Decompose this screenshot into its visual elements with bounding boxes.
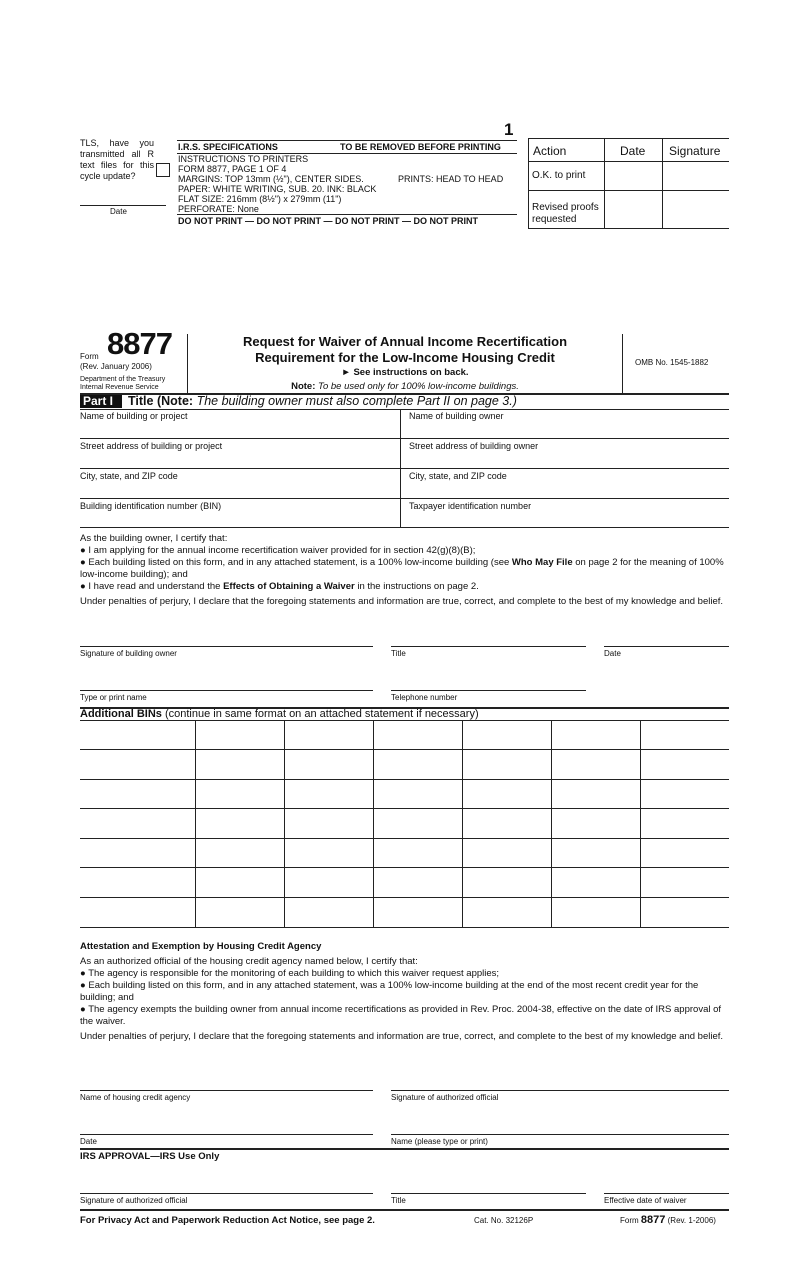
bullet-text: Each building listed on this form, and in any attached statement, is a 100% low-income building (see	[88, 557, 512, 568]
irs-heading: IRS APPROVAL—IRS Use Only	[80, 1151, 220, 1162]
type-name-line[interactable]	[80, 690, 373, 691]
certify-bullet: ● Each building listed on this form, and in any attached statement, is a 100% low-income building (see Who May File on page 2 for the meaning of 100% low-income building); and	[80, 557, 724, 580]
signature-header: Signature	[669, 144, 721, 158]
part1-heading-rule	[80, 409, 729, 410]
form-label: Form	[80, 352, 99, 361]
irs-title-line[interactable]	[391, 1193, 586, 1194]
action-table-border	[604, 138, 605, 228]
bins-note: (continue in same format on an attached statement if necessary)	[164, 708, 479, 720]
action-header: Action	[533, 144, 567, 158]
note-label: Note:	[291, 381, 316, 392]
type-name-label: Type or print name	[80, 693, 147, 702]
tls-date-label: Date	[110, 207, 127, 216]
footer-form-id	[620, 1214, 716, 1226]
form-note	[188, 381, 622, 392]
form-number: 8877	[107, 326, 172, 361]
sig-line[interactable]	[80, 646, 373, 647]
prints-note: PRINTS: HEAD TO HEAD	[398, 174, 504, 184]
action-table-bottom	[528, 228, 729, 229]
cat-number: Cat. No. 32126P	[474, 1216, 534, 1225]
footer-rule	[80, 1209, 729, 1211]
sig-owner-label: Signature of building owner	[80, 649, 177, 658]
part1-note-text: The building owner must also complete Part II on page 3.)	[196, 394, 517, 408]
agency-date-label: Date	[80, 1137, 97, 1146]
bullet-text: in the instructions on page 2.	[354, 581, 479, 592]
bullet-text: on page 2 for the meaning of 100% low-income building); and	[80, 557, 724, 580]
specs-rule	[177, 214, 517, 215]
agency-bullet: ● Each building listed on this form, and in any attached statement, was a 100% low-income building at the end of the most recent credit year for the building; and	[80, 980, 699, 1003]
owner-street-field[interactable]: Street address of building owner	[409, 441, 539, 451]
agency-heading: Attestation and Exemption by Housing Credit Agency	[80, 941, 322, 952]
irs-title-label: Title	[391, 1196, 406, 1205]
perjury-statement: Under penalties of perjury, I declare that the foregoing statements and information are true, correct, and complete to the best of my knowledge and belief.	[80, 596, 724, 607]
bullet-text: Each building listed on this form, and in any attached statement, was a 100% low-income building at the end of the most recent credit year for the building; and	[80, 980, 699, 1003]
bins-col-divider	[551, 720, 552, 927]
form-title-line1: Request for Waiver of Annual Income Recertification	[242, 334, 568, 349]
certify-intro: As the building owner, I certify that:	[80, 533, 228, 544]
who-may-file: Who May File	[511, 557, 573, 568]
header-divider	[622, 334, 623, 393]
spec-line: PERFORATE: None	[178, 204, 259, 214]
agency-date-line[interactable]	[80, 1134, 373, 1135]
bins-row-rule	[80, 927, 729, 928]
dept-treasury: Department of the Treasury	[80, 376, 166, 383]
irs-top-rule	[80, 1148, 729, 1150]
agency-certification	[80, 956, 729, 1043]
building-name-field[interactable]: Name of building or project	[80, 411, 188, 421]
owner-city-field[interactable]: City, state, and ZIP code	[409, 471, 507, 481]
building-street-field[interactable]: Street address of building or project	[80, 441, 223, 451]
title-line[interactable]	[391, 646, 586, 647]
irs-label: Internal Revenue Service	[80, 384, 159, 391]
bins-col-divider	[462, 720, 463, 927]
bins-row-rule	[80, 838, 729, 839]
bin-field[interactable]: Building identification number (BIN)	[80, 501, 222, 511]
action-table-border	[528, 138, 529, 228]
remove-note: TO BE REMOVED BEFORE PRINTING	[340, 142, 501, 152]
spec-line: FORM 8877, PAGE 1 OF 4	[178, 164, 287, 174]
tin-field[interactable]: Taxpayer identification number	[409, 501, 532, 511]
action-table-border	[662, 138, 663, 228]
agency-bullet: ● The agency exempts the building owner from annual income recertifications as provided in Rev. Proc. 2004-38, effective on the date of IRS approval of the waiver.	[80, 1004, 722, 1027]
spec-line: FLAT SIZE: 216mm (8½") x 279mm (11")	[178, 194, 342, 204]
bins-row-rule	[80, 897, 729, 898]
date-label: Date	[604, 649, 621, 658]
bullet-text: I have read and understand the	[88, 581, 224, 592]
agency-intro: As an authorized official of the housing credit agency named below, I certify that:	[80, 956, 418, 967]
bins-label: Additional BINs	[80, 708, 162, 720]
date-line[interactable]	[604, 646, 729, 647]
spec-line: PAPER: WHITE WRITING, SUB. 20. INK: BLACK	[178, 184, 377, 194]
effects-waiver: Effects of Obtaining a Waiver	[223, 581, 355, 592]
footer-form-label: Form	[620, 1216, 639, 1225]
owner-name-field[interactable]: Name of building owner	[409, 411, 504, 421]
bins-heading	[80, 708, 479, 720]
bullet-text: The agency is responsible for the monitoring of each building to which this waiver request applies;	[88, 968, 500, 979]
certify-bullet: ● I have read and understand the Effects of Obtaining a Waiver in the instructions on page 2.	[80, 581, 479, 592]
agency-bullet: ● The agency is responsible for the monitoring of each building to which this waiver request applies;	[80, 968, 500, 979]
action-table-rule	[528, 161, 729, 162]
official-sig-line[interactable]	[391, 1090, 729, 1091]
field-rule	[80, 527, 729, 528]
privacy-notice: For Privacy Act and Paperwork Reduction Act Notice, see page 2.	[80, 1215, 375, 1226]
owner-certification	[80, 533, 729, 608]
ok-to-print: O.K. to print	[532, 170, 586, 181]
bins-col-divider	[195, 720, 196, 927]
specs-top-rule	[177, 140, 517, 141]
certify-bullet: ● I am applying for the annual income recertification waiver provided for in section 42(g)(8)(B);	[80, 545, 476, 556]
bins-col-divider	[373, 720, 374, 927]
part1-title: Title	[128, 394, 154, 408]
tls-checkbox[interactable]	[156, 163, 170, 177]
do-not-print: DO NOT PRINT — DO NOT PRINT — DO NOT PRINT — DO NOT PRINT	[178, 216, 478, 226]
field-rule	[80, 438, 729, 439]
bins-row-rule	[80, 867, 729, 868]
bins-row-rule	[80, 808, 729, 809]
bullet-text: The agency exempts the building owner from annual income recertifications as provided in Rev. Proc. 2004-38, effective on the date of IRS approval of the waiver.	[80, 1004, 722, 1027]
telephone-label: Telephone number	[391, 693, 458, 702]
form-revision: (Rev. January 2006)	[80, 362, 152, 371]
agency-perjury: Under penalties of perjury, I declare that the foregoing statements and information are true, correct, and complete to the best of my knowledge and belief.	[80, 1031, 724, 1042]
agency-name-label: Name of housing credit agency	[80, 1093, 191, 1102]
part1-note-open: (Note:	[156, 394, 194, 408]
irs-effective-line[interactable]	[604, 1193, 729, 1194]
tls-date-line	[80, 205, 166, 206]
bullet-text: I am applying for the annual income recertification waiver provided for in section 42(g)(8)(B);	[88, 545, 476, 556]
footer-form-number: 8877	[640, 1214, 666, 1226]
revised-proofs: Revised proofs requested	[532, 202, 599, 225]
title-label: Title	[391, 649, 406, 658]
date-header: Date	[620, 144, 646, 158]
spec-line: MARGINS: TOP 13mm (½"), CENTER SIDES.	[178, 174, 364, 184]
spec-line: INSTRUCTIONS TO PRINTERS	[178, 154, 309, 164]
see-instructions: ► See instructions on back.	[341, 367, 469, 378]
bins-col-divider	[640, 720, 641, 927]
part1-heading	[128, 394, 517, 408]
agency-name-line[interactable]	[80, 1090, 373, 1091]
part1-label: Part I	[80, 395, 122, 408]
irs-sig-line[interactable]	[80, 1193, 373, 1194]
field-rule	[80, 498, 729, 499]
irs-sig-label: Signature of authorized official	[80, 1196, 188, 1205]
tls-question: TLS, have you transmitted all R text files for this cycle update?	[80, 138, 154, 181]
official-sig-label: Signature of authorized official	[391, 1093, 499, 1102]
building-city-field[interactable]: City, state, and ZIP code	[80, 471, 178, 481]
page-number: 1	[504, 120, 514, 139]
bins-col-divider	[284, 720, 285, 927]
irs-effective-label: Effective date of waiver	[604, 1196, 687, 1205]
action-table-top	[528, 138, 729, 139]
field-rule	[80, 468, 729, 469]
bins-row-rule	[80, 749, 729, 750]
print-name-line[interactable]	[391, 1134, 729, 1135]
specs-title: I.R.S. SPECIFICATIONS	[178, 142, 278, 152]
form-title-line2: Requirement for the Low-Income Housing Credit	[255, 350, 555, 365]
action-table-rule	[528, 190, 729, 191]
footer-rev: (Rev. 1-2006)	[667, 1216, 716, 1225]
bins-row-rule	[80, 779, 729, 780]
telephone-line[interactable]	[391, 690, 586, 691]
note-text: To be used only for 100% low-income buildings.	[318, 381, 519, 392]
omb-number: OMB No. 1545-1882	[635, 358, 709, 367]
bins-table-top	[80, 720, 729, 721]
print-name-label: Name (please type or print)	[391, 1137, 488, 1146]
